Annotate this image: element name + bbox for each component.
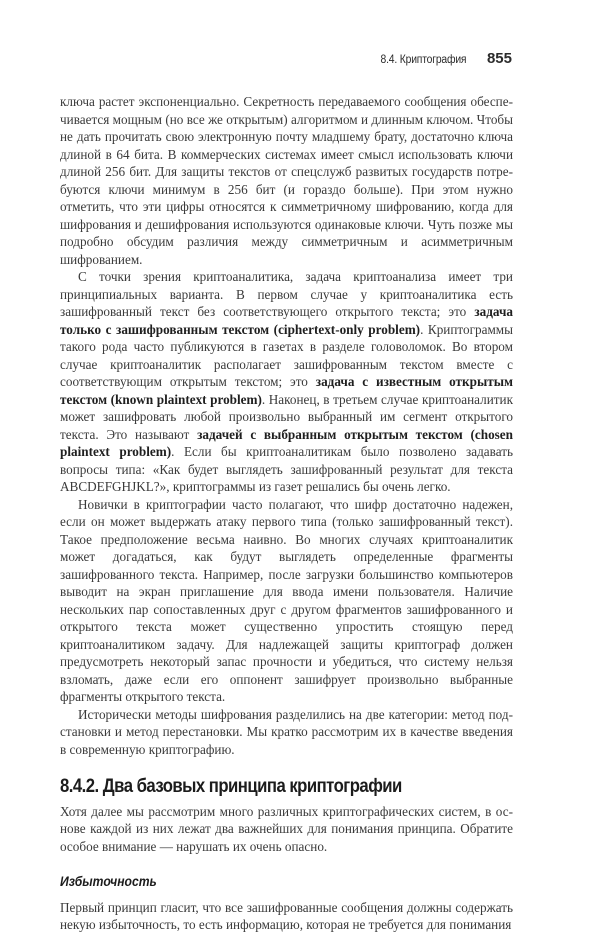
paragraph-novices: Новички в криптографии часто полагают, что шифр достаточно надежен, если он может выдержать атаку первого типа (только зашифрованный текст). Такое предположение весьма наивно. Во многих случаях криптоаналитик может догадаться, как будут выглядеть определенные фрагменты зашифрованного текста. Например, после загрузки большинство компьютеров выводит на экран приглашение для ввода имени пользователя. Наличие нескольких пар сопоставленных друг с другом фрагментов зашифрованного и открытого текста может существенно упростить стоящую перед криптоаналитиком задачу. Для надлежащей защиты криптограф должен предусмотреть некоторый запас прочности и убедиться, что систему нельзя взломать, даже если его оппонент зашифрует произвольно выбранные фрагменты открытого текста. — [60, 496, 513, 704]
section-heading: 8.4.2. Два базовых принципа криптографии — [60, 776, 402, 797]
page-body — [60, 93, 513, 934]
running-head — [371, 50, 512, 68]
text-run: . Наконец, в третьем случае криптоаналитик может зашифровать любой произвольно выбранный им сегмент открытого текста. Это называют — [60, 391, 514, 442]
text-run: . Криптограммы такого рода часто публикуются в газетах в разделе головоломок. Во втором случае криптоаналитик располагает зашифрованным текстом вместе с соответствующим открытым текстом; это — [60, 321, 513, 389]
paragraph-continued: ключа растет экспоненциально. Секретность передаваемого сообщения обеспечивается мощным (но все же открытым) алгоритмом и длинным ключом. Чтобы не дать прочитать свою электронную почту младшему брату, достаточно ключа длиной в 64 бита. В коммерческих системах имеет смысл использовать ключи длиной 256 бит. Для защиты текстов от спецслужб развитых государств потребуются ключи минимум в 256 бит (и гораздо больше). При этом нужно отметить, что эти цифры относятся к симметричному шифрованию, когда для шифрования и дешифрования используются одинаковые ключи. Чуть позже мы подробно обсудим различия между симметричным и асимметричным шифрованием. — [60, 94, 513, 267]
subsection-text: Первый принцип гласит, что все зашифрованные сообщения должны содержать некую избыточность, то есть информацию, которая не требуется для понимания — [60, 899, 513, 932]
running-head-title: 8.4. Криптография — [380, 54, 467, 66]
text-run: . Если бы криптоаналитикам было позволено задавать вопросы типа: «Как будет выглядеть зашифрованный результат для текста ABCDEFGHJKL?», криптограммы из газет решались бы очень легко. — [60, 444, 513, 494]
page-number: 855 — [486, 50, 512, 67]
subsection-heading: Избыточность — [60, 874, 157, 889]
paragraph-historical: Исторически методы шифрования разделились на две категории: метод подстановки и метод перестановки. Мы кратко рассмотрим их в качестве введения в современную криптографию. — [60, 706, 513, 757]
section-intro: Хотя далее мы рассмотрим много различных криптографических систем, в основе каждой из них лежат два важнейших для понимания принципа. Обратите особое внимание — нарушать их очень опасно. — [60, 803, 513, 854]
paragraph-attack-types — [60, 268, 513, 496]
term-chosen-plaintext: задачей с выбранным открытым текстом (chosen plaintext problem) — [60, 426, 513, 459]
text-run: С точки зрения криптоаналитика, задача криптоанализа имеет три принципиальных варианта. В первом случае у криптоаналитика есть зашифрованный текст без соответствующего открытого текста; это — [60, 269, 513, 319]
term-ciphertext-only: задача только с зашифрованным текстом (ciphertext-only problem) — [60, 304, 513, 337]
term-known-plaintext: задача с известным открытым текстом (known plaintext problem) — [60, 374, 514, 407]
